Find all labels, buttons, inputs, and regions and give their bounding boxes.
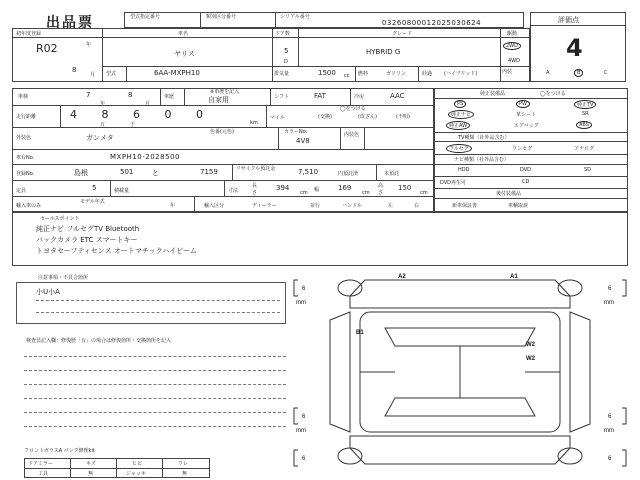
mileage-exchange: (交換) xyxy=(318,114,332,120)
equip-pw-label: PW xyxy=(516,100,530,108)
equip-navi xyxy=(448,110,474,119)
inspection-year-unit: 年 xyxy=(100,101,106,107)
chassis-label: 車台No. xyxy=(16,155,35,161)
ac-label: 冷房 xyxy=(354,94,365,100)
glass-header: キズ xyxy=(86,461,96,467)
interior-label: 内装 xyxy=(502,69,513,75)
tire-depth-unit: mm xyxy=(296,428,306,434)
capacity-value: 5 xyxy=(92,184,97,192)
inspection-label: 車検 xyxy=(18,94,29,100)
tv-oneseg: ワンセグ xyxy=(512,146,533,152)
tire-depth: 6 xyxy=(608,286,612,292)
ext-color-value: ガンメタ xyxy=(86,134,114,142)
model-year-label: モデル年式 xyxy=(80,199,105,205)
first-reg-year: R02 xyxy=(36,42,58,55)
mileage-label: 走行距離 xyxy=(16,114,37,120)
color-code: 4V8 xyxy=(296,137,310,145)
grade-value: HYBRID G xyxy=(366,48,401,56)
class-division-label: 類別区分番号 xyxy=(206,14,237,20)
vehicle-details-table xyxy=(12,88,434,212)
equip-pw xyxy=(516,100,530,108)
bottom-note: フロントガラスA パンク修理kit xyxy=(24,448,95,454)
tire-depth: 6 xyxy=(302,456,306,462)
plate-area: 島根 xyxy=(74,169,88,177)
tire-depth-unit: mm xyxy=(296,300,306,306)
damage-title: 注意事項・不具合箇所 xyxy=(38,275,89,281)
handle-left: 左 xyxy=(388,203,394,209)
shift-value: FAT xyxy=(314,92,326,100)
color-number-label: 色番(元色) xyxy=(210,129,234,135)
model-year-unit: 年 xyxy=(170,203,176,209)
month-unit: 月 xyxy=(90,72,96,78)
tv-analog: アナログ xyxy=(574,146,595,152)
mileage-digit: 0 xyxy=(164,108,172,121)
drive-4wd: 4WD xyxy=(508,58,520,64)
load-label: 積載量 xyxy=(114,188,130,194)
plate-number: 7159 xyxy=(200,168,218,176)
length-value: 394 xyxy=(276,184,290,192)
height-value: 150 xyxy=(398,184,412,192)
damage-mark-b1: B1 xyxy=(356,330,364,336)
mileage-circle-note: ◯をつける xyxy=(340,106,366,112)
drive-label: 駆動 xyxy=(507,31,518,37)
mileage-digit: 8 xyxy=(101,108,109,121)
tire-depth: 6 xyxy=(302,286,306,292)
rating-label: 評価点 xyxy=(558,16,579,24)
chassis-number: MXPH10-2028500 xyxy=(110,153,180,161)
mileage-digit: 0 xyxy=(196,108,203,121)
cm-unit: cm xyxy=(420,190,428,196)
ac-value: AAC xyxy=(390,92,405,100)
recycle-value: 7,510 xyxy=(298,168,319,176)
sales-point-line: 純正ナビ フルセグTV Bluetooth xyxy=(36,225,140,233)
handle-right: 右 xyxy=(414,203,420,209)
equip-airbag: エアバッグ xyxy=(514,123,539,129)
inspection-month-unit: 月 xyxy=(145,101,151,107)
type-designation-label: 型式指定番号 xyxy=(130,14,161,20)
tv-fullseg xyxy=(446,144,472,153)
equip-ps-label: PS xyxy=(454,100,466,108)
sales-point-line: トヨタセーフティセンス オートマチックハイビーム xyxy=(36,247,197,255)
dealer-option: ディーラー xyxy=(252,203,277,209)
inspection-year: 7 xyxy=(86,91,91,99)
tire-depth: 6 xyxy=(608,414,612,420)
mileage-digit: 6 xyxy=(133,108,140,121)
cm-unit: cm xyxy=(362,190,370,196)
damage-mark-w2: W2 xyxy=(526,342,535,348)
width-label: 幅 xyxy=(314,187,320,193)
grade-label: グレード xyxy=(392,31,413,37)
model-code: 6AA-MXPH10 xyxy=(154,69,200,77)
glass-header: ヒビ xyxy=(132,461,143,467)
use-value: 自家用 xyxy=(208,96,229,104)
cc-unit: cc xyxy=(344,73,350,79)
interior-b xyxy=(574,69,583,77)
length-label: 長さ xyxy=(252,183,258,196)
equip-ps xyxy=(454,100,466,108)
tampered-text: 改ざん xyxy=(359,114,375,120)
import-label: 輸入車のみ xyxy=(16,203,42,209)
equip-navi-label: 純正ナビ xyxy=(448,110,474,119)
capacity-label: 定員 xyxy=(16,188,27,194)
doors-label: ドア数 xyxy=(275,31,290,37)
navi-dvd: DVD xyxy=(520,167,532,173)
glass-cell: 無 xyxy=(182,471,188,477)
mile-label: マイル xyxy=(270,115,285,121)
year-unit: 年 xyxy=(86,42,92,48)
car-name-label: 車名 xyxy=(178,31,189,37)
doors-value: 5 xyxy=(284,47,289,55)
cd-label: CD xyxy=(522,179,530,185)
equip-tv-label: 純正TV xyxy=(574,100,596,109)
equip-aw xyxy=(446,121,470,130)
equip-sr: SR xyxy=(582,111,589,117)
equip-abs xyxy=(576,121,592,129)
interior-b-circled: B xyxy=(574,69,583,77)
recycle-status: 未預託 xyxy=(384,171,400,177)
drive-2wd-circled: 2WD xyxy=(503,42,521,50)
damage-mark-a2: A2 xyxy=(398,274,406,280)
color-code-label: カラーNo. xyxy=(284,129,308,135)
equip-tv xyxy=(574,100,596,109)
equipment-title: 純正装備品 xyxy=(480,91,506,97)
serial-number: 03260800012025030624 xyxy=(382,19,482,27)
parallel-option: 並行 xyxy=(310,203,321,209)
fuel-label: 燃料 xyxy=(358,71,369,77)
man-unit: 万 xyxy=(100,122,106,128)
car-name: ヤリス xyxy=(174,50,195,58)
fuel-value: ガソリン xyxy=(386,71,407,77)
sales-points-label: セールスポイント xyxy=(40,216,80,222)
tire-depth: 6 xyxy=(608,456,612,462)
post-equip-title: 後付装備品 xyxy=(496,191,522,197)
recycle-label: リサイクル預託金 xyxy=(236,166,276,172)
navi-sd: SD xyxy=(584,167,592,173)
glass-header: ドアミラー xyxy=(28,461,53,467)
manual: 車輌取説 xyxy=(508,203,529,209)
document-title: 出品票 xyxy=(46,15,94,31)
interior-c: C xyxy=(604,70,608,76)
exchange-text: 交換 xyxy=(319,114,330,120)
import-div-label: 輸入区分 xyxy=(204,203,225,209)
tire-depth-unit: mm xyxy=(604,428,614,434)
navi-hdd: HDD xyxy=(458,167,470,173)
displacement-label: 排気量 xyxy=(274,71,290,77)
inspection-type-label: 経過 xyxy=(422,71,433,77)
dvd-playback: DVD再生可 xyxy=(440,180,467,186)
damage-text: 小U小A xyxy=(36,288,60,296)
mileage-unknown: (不明) xyxy=(396,114,410,120)
drive-2wd xyxy=(503,42,521,50)
equip-abs-label: ABS xyxy=(576,121,592,129)
dims-label: 寸法 xyxy=(228,188,239,194)
warranty-book: 新車保証書 xyxy=(452,203,478,209)
tv-fullseg-label: フルセグ xyxy=(446,144,472,153)
km-unit: km xyxy=(250,120,258,126)
height-label: 高さ xyxy=(378,183,384,196)
inspection-type: (ハイブリッド) xyxy=(444,71,478,77)
plate-class: 501 xyxy=(120,168,134,176)
door-suffix: D xyxy=(284,59,288,65)
glass-cell: ジャッキ xyxy=(126,471,146,477)
use-label: 車歴 xyxy=(164,94,175,100)
inspector-title: 検査員記入欄：修復歴「有」の場合は修復箇所・交換箇所を記入 xyxy=(26,338,172,344)
recycle-unit: 円預託済 xyxy=(338,171,359,177)
int-color-label: 内装色 xyxy=(344,132,360,138)
glass-cell: 無 xyxy=(88,471,94,477)
interior-a: A xyxy=(546,70,550,76)
glass-header: ワレ xyxy=(178,461,189,467)
rating-value: 4 xyxy=(566,34,583,62)
equip-aw-label: 純正AW xyxy=(446,121,470,130)
displacement-value: 1500 xyxy=(318,69,336,77)
damage-mark-a1: A1 xyxy=(510,274,518,280)
tv-type-title: TV種類（社外品含む） xyxy=(458,135,510,141)
use-note: ※車歴を記入 xyxy=(210,89,240,95)
serial-label: シリアル番号 xyxy=(280,14,310,20)
sen-unit: 千 xyxy=(130,122,136,128)
unknown-text: 不明 xyxy=(397,114,408,120)
damage-mark-w2: W2 xyxy=(526,356,535,362)
equipment-circle-note: ◯をつける xyxy=(540,91,566,97)
sales-point-line: バックカメラ ETC スマートキー xyxy=(36,236,138,244)
ext-color-label: 外装色 xyxy=(16,135,32,141)
first-reg-label: 初年度登録 xyxy=(16,31,42,37)
car-damage-diagram xyxy=(290,268,630,478)
equip-leather: 革シート xyxy=(516,112,537,118)
mileage-digits xyxy=(70,108,224,121)
plate-kana: と xyxy=(152,169,159,177)
navi-type-title: ナビ種類（社外品含む） xyxy=(454,157,510,163)
glass-cell: 工具 xyxy=(38,471,49,477)
mileage-tampered: (改ざん) xyxy=(358,114,377,120)
inspection-month: 8 xyxy=(128,91,133,99)
first-reg-month: 8 xyxy=(72,66,77,74)
shift-label: シフト xyxy=(274,94,290,100)
plate-label: 登録No. xyxy=(16,171,35,177)
width-value: 169 xyxy=(338,184,352,192)
tire-depth-unit: mm xyxy=(604,300,614,306)
handle-label: ハンドル xyxy=(342,203,363,209)
tire-depth: 6 xyxy=(302,414,306,420)
cm-unit: cm xyxy=(300,190,308,196)
model-label: 型式 xyxy=(106,71,117,77)
mileage-digit: 4 xyxy=(70,108,77,121)
